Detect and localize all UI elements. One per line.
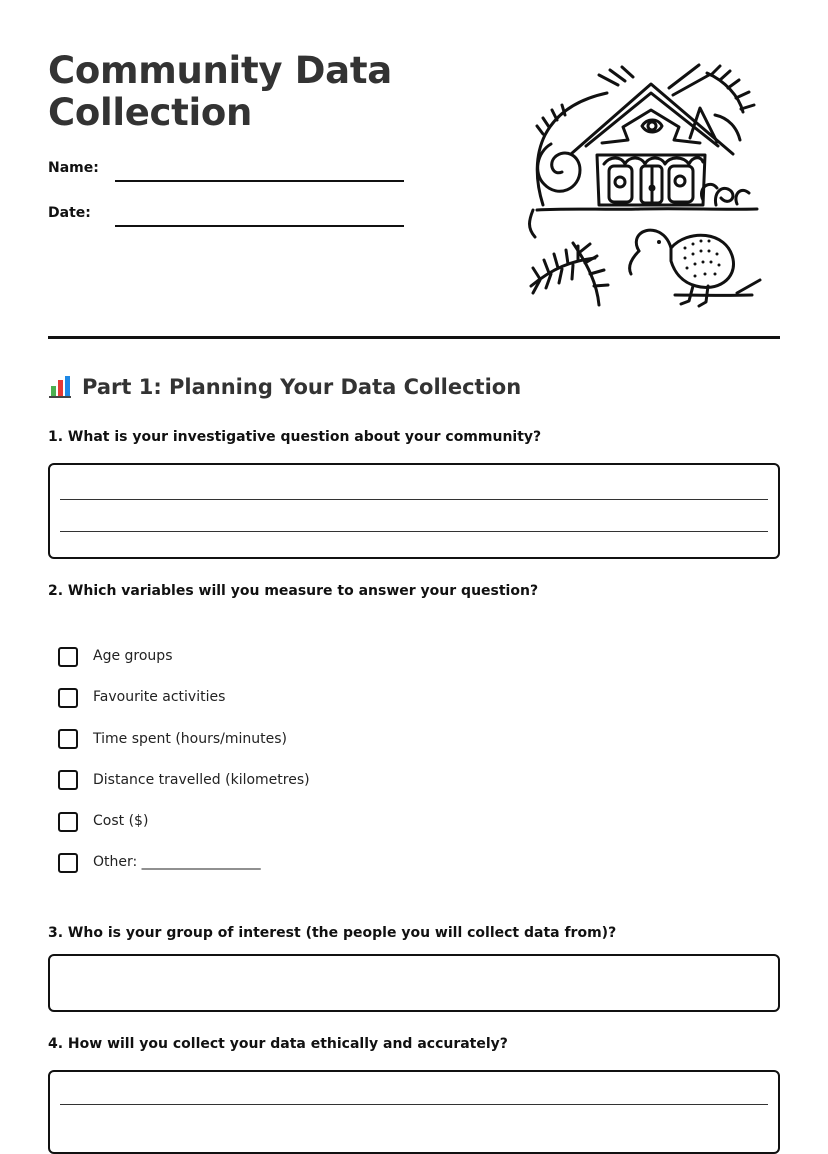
variable-checklist (58, 645, 458, 893)
variable-option[interactable] (58, 769, 458, 792)
section-heading (48, 374, 521, 400)
question-3-answer-box[interactable] (48, 954, 780, 1012)
answer-line (60, 499, 768, 500)
answer-line (60, 531, 768, 532)
question-4: 4. How will you collect your data ethically and accurately? (48, 1036, 508, 1052)
name-label: Name: (48, 160, 99, 176)
page-title: Community Data Collection (48, 49, 392, 134)
question-1-answer-box[interactable] (48, 463, 780, 559)
date-field[interactable] (115, 225, 404, 227)
question-3: 3. Who is your group of interest (the people you will collect data from)? (48, 925, 617, 941)
variable-option[interactable] (58, 645, 458, 668)
variable-option[interactable] (58, 728, 458, 751)
checkbox[interactable] (58, 688, 78, 708)
question-1: 1. What is your investigative question about your community? (48, 429, 542, 445)
variable-option[interactable] (58, 810, 458, 833)
checkbox[interactable] (58, 853, 78, 873)
question-4-answer-box[interactable] (48, 1070, 780, 1154)
variable-option-label: Other: _________________ (93, 854, 261, 871)
header-divider (48, 336, 780, 339)
variable-option-label: Age groups (93, 648, 173, 664)
variable-option[interactable] (58, 851, 458, 874)
date-label: Date: (48, 205, 91, 221)
variable-option[interactable] (58, 686, 458, 709)
variable-option-label: Distance travelled (kilometres) (93, 771, 310, 788)
variable-option-label: Favourite activities (93, 689, 226, 706)
checkbox[interactable] (58, 812, 78, 832)
name-field[interactable] (115, 180, 404, 182)
checkbox[interactable] (58, 647, 78, 667)
illustration-icon (515, 60, 765, 310)
question-2: 2. Which variables will you measure to answer your question? (48, 583, 539, 599)
variable-option-label: Time spent (hours/minutes) (93, 730, 287, 747)
bar-chart-icon (48, 374, 72, 400)
checkbox[interactable] (58, 729, 78, 749)
section-heading-text: Part 1: Planning Your Data Collection (82, 375, 522, 399)
answer-line (60, 1104, 768, 1105)
checkbox[interactable] (58, 770, 78, 790)
variable-option-label: Cost ($) (93, 813, 149, 830)
